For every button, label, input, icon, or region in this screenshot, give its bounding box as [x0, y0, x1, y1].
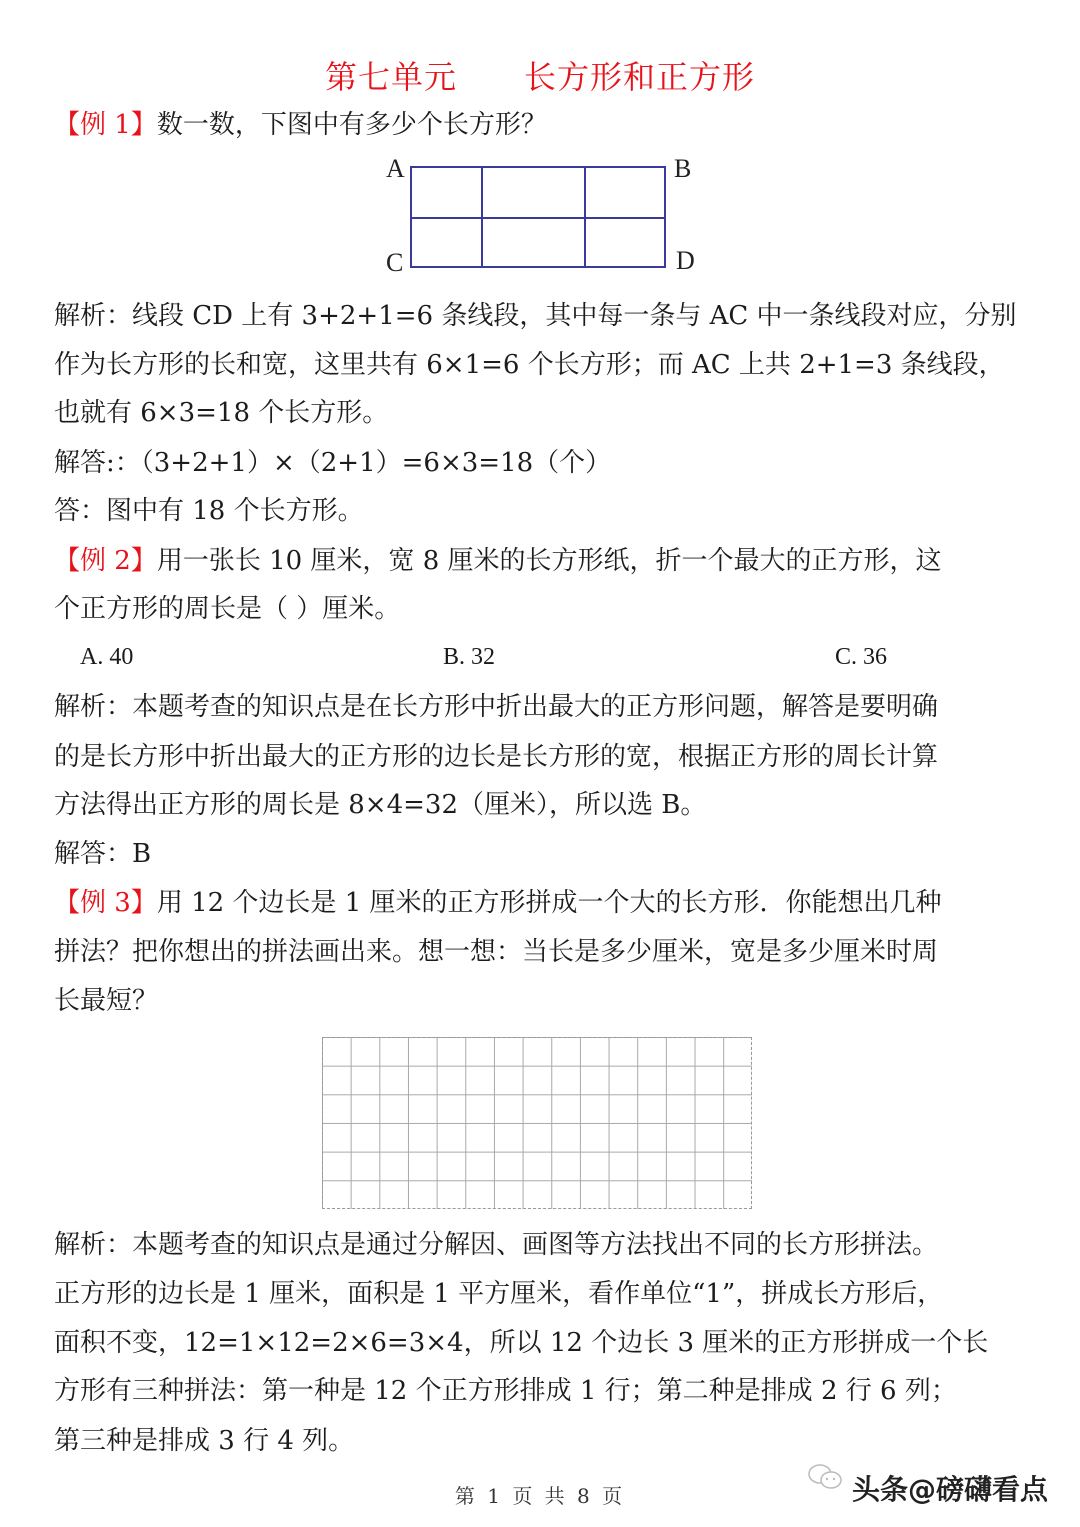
page-title: 第七单元 长方形和正方形: [324, 58, 756, 96]
figure-vertical-line: [584, 168, 586, 266]
example2-analysis-line: 解析：本题考查的知识点是在长方形中折出最大的正方形问题，解答是要明确: [54, 692, 939, 722]
example1-analysis-line: 也就有 6×3=18 个长方形。: [54, 398, 389, 428]
example1-analysis-line: 作为长方形的长和宽，这里共有 6×1=6 个长方形；而 AC 上共 2+1=3 条线段，: [54, 350, 1005, 380]
square-grid-paper: [322, 1037, 752, 1209]
example3-analysis-line: 第三种是排成 3 行 4 列。: [54, 1426, 355, 1456]
page-number: 第 1 页 共 8 页: [454, 1484, 626, 1508]
example3-label: 【例 3】: [54, 888, 157, 918]
example1-answer: 答：图中有 18 个长方形。: [54, 496, 364, 526]
example3-question-line2: 拼法？把你想出的拼法画出来。想一想：当长是多少厘米，宽是多少厘米时周: [54, 937, 939, 967]
point-label-d: D: [676, 246, 695, 275]
example2-analysis-line: 方法得出正方形的周长是 8×4=32（厘米），所以选 B。: [54, 790, 707, 820]
example2-question-line2: 个正方形的周长是（ ）厘米。: [54, 594, 401, 624]
example1-analysis-line: 解析：线段 CD 上有 3+2+1=6 条线段，其中每一条与 AC 中一条线段对应，分别: [54, 301, 1017, 331]
example3-question-text: 用 12 个边长是 1 厘米的正方形拼成一个大的长方形．你能想出几种: [156, 888, 942, 918]
point-label-a: A: [386, 154, 405, 183]
point-label-b: B: [674, 154, 692, 183]
example2-solution: 解答：B: [54, 839, 152, 869]
example1-question-text: 数一数，下图中有多少个长方形？: [156, 110, 547, 140]
example1-label: 【例 1】: [54, 110, 157, 140]
example3-question-line3: 长最短？: [54, 986, 159, 1016]
figure-horizontal-line: [412, 217, 664, 219]
rectangle-grid-figure: [410, 166, 666, 268]
example2-question-text: 用一张长 10 厘米，宽 8 厘米的长方形纸，折一个最大的正方形，这: [156, 546, 942, 576]
example3-question: [54, 886, 942, 920]
example2-label: 【例 2】: [54, 546, 157, 576]
example3-analysis-line: 方形有三种拼法：第一种是 12 个正方形排成 1 行；第二种是排成 2 行 6 列；: [54, 1376, 957, 1406]
option-b: B. 32: [443, 644, 496, 670]
example3-analysis-line: 解析：本题考查的知识点是通过分解因、画图等方法找出不同的长方形拼法。: [54, 1230, 939, 1260]
example1-solution: 解答:：（3+2+1）×（2+1）=6×3=18（个）: [54, 448, 612, 478]
example3-analysis-line: 面积不变，12=1×12=2×6=3×4，所以 12 个边长 3 厘米的正方形拼成一个长: [54, 1328, 989, 1358]
example1-question: [54, 108, 547, 142]
example2-analysis-line: 的是长方形中折出最大的正方形的边长是长方形的宽，根据正方形的周长计算: [54, 742, 939, 772]
watermark-text: 头条@磅礴看点: [852, 1473, 1049, 1506]
point-label-c: C: [386, 248, 404, 277]
example3-analysis-line: 正方形的边长是 1 厘米，面积是 1 平方厘米，看作单位“1”，拼成长方形后，: [54, 1279, 944, 1309]
example2-question: [54, 544, 942, 578]
option-a: A. 40: [80, 644, 134, 670]
figure-vertical-line: [481, 168, 483, 266]
option-c: C. 36: [835, 644, 888, 670]
wechat-icon: [806, 1462, 846, 1492]
